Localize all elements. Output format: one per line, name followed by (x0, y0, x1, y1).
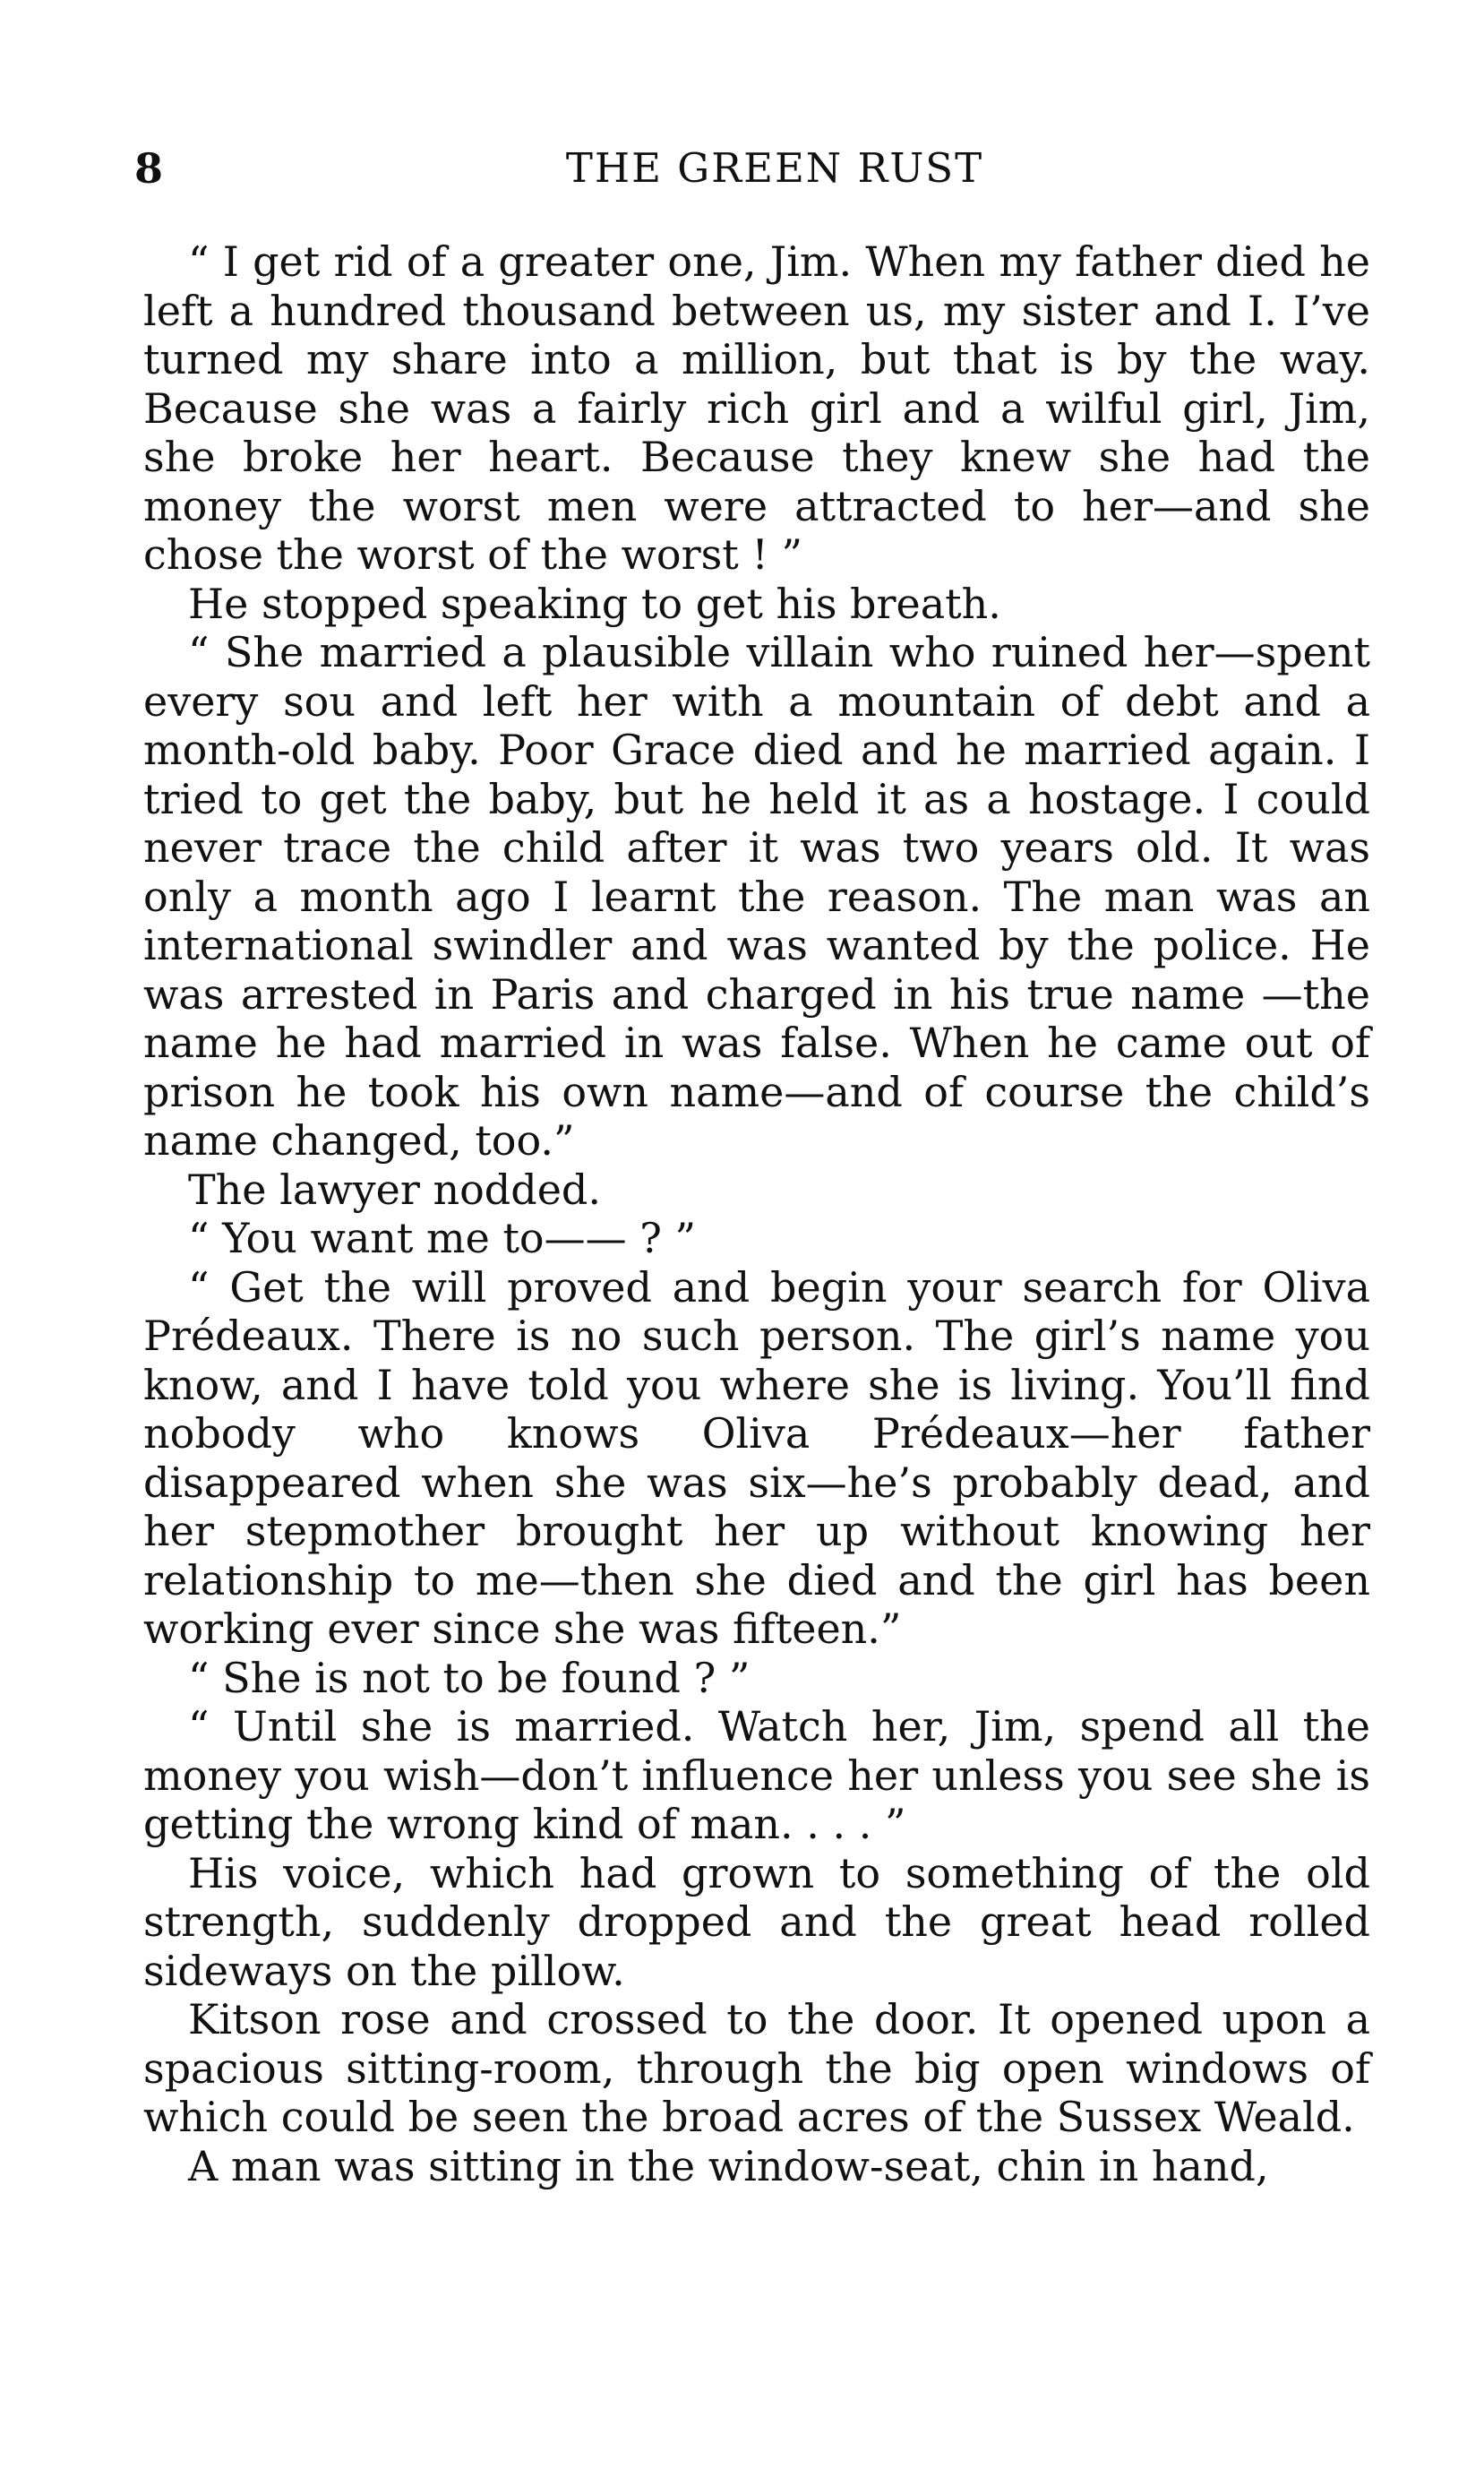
paragraph: A man was sitting in the window-seat, chin in hand, (188, 2141, 1269, 2190)
paragraph: The lawyer nodded. (188, 1165, 601, 1214)
running-head (134, 142, 1343, 195)
paragraph: “ Get the will proved and begin your search for Oliva Prédeaux. There is no such person. The girl’s name you know, and I have told you where she is living. You’ll find nobody who knows Oliva Prédeaux—her father disappeared when she was six—he’s probably dead, and her stepmother brought her up without knowing her relationship to me—then she died and the girl has been working ever since she was fifteen.” (143, 1262, 1370, 1653)
paragraph: Kitson rose and crossed to the door. It opened upon a spacious sitting-room, through the big open windows of which could be seen the broad acres of the Sussex Weald. (143, 1995, 1370, 2141)
paragraph: “ You want me to—— ? ” (188, 1214, 697, 1262)
page-number: 8 (134, 144, 164, 193)
paragraph: “ She married a plausible villain who ruined her—spent every sou and left her with a mountain of debt and a month-old baby. Poor Grace died and he married again. I tried to get the baby, but he held it as a hostage. I could never trace the child after it was two years old. It was only a month ago I learnt the reason. The man was an international swindler and was wanted by the police. He was arrested in Paris and charged in his true name —the name he had married in was false. When he came out of prison he took his own name—and of course the child’s name changed, too.” (143, 628, 1370, 1165)
paragraph: “ Until she is married. Watch her, Jim, spend all the money you wish—don’t influence her unless you see she is getting the wrong kind of man. . . . ” (143, 1702, 1370, 1848)
paragraph: He stopped speaking to get his breath. (188, 579, 1001, 628)
paragraph: “ She is not to be found ? ” (188, 1653, 751, 1702)
paragraph: His voice, which had grown to something of the old strength, suddenly dropped and the great head rolled sideways on the pillow. (143, 1848, 1370, 1995)
running-title: THE GREEN RUST (565, 144, 984, 192)
paragraph: “ I get rid of a greater one, Jim. When my father died he left a hundred thousand between us, my sister and I. I’ve turned my share into a million, but that is by the way. Because she was a fairly rich girl and a wilful girl, Jim, she broke her heart. Because they knew she had the money the worst men were attracted to her—and she chose the worst of the worst ! ” (143, 237, 1370, 579)
body-text (143, 237, 1370, 2190)
